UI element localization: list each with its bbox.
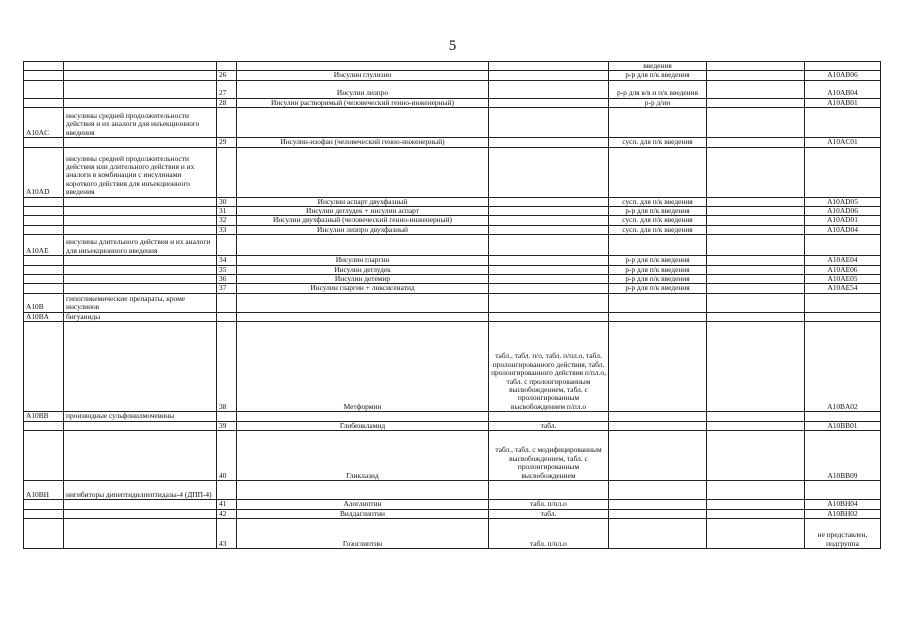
row-number-cell: 28	[217, 98, 237, 107]
atc-group-code-cell: A10BA	[24, 312, 64, 321]
atc-code-cell	[805, 481, 881, 500]
dosage-form-cell	[489, 235, 609, 256]
dosage-form-extra-cell: р-р для п/к введения	[609, 207, 707, 216]
atc-group-code-cell	[24, 500, 64, 509]
table-row	[24, 256, 881, 265]
atc-group-code-cell	[24, 216, 64, 225]
row-number-cell: 38	[217, 322, 237, 412]
row-number-cell	[217, 147, 237, 197]
dosage-form-cell: табл., табл. п/о, табл. п/пл.о, табл. пролонгированного действия, табл. пролонгированного действия п/пл.о, табл. с пролонгированным высвобождением, табл. с пролонгированным высвобождением п/пл.о	[489, 322, 609, 412]
group-name-cell	[64, 80, 217, 98]
atc-code-cell: A10AD01	[805, 216, 881, 225]
dosage-form-cell	[489, 207, 609, 216]
table-row	[24, 71, 881, 80]
drug-name-cell: Глибенкламид	[237, 421, 489, 430]
dosage-form-extra-cell	[609, 235, 707, 256]
atc-code-cell: A10AD05	[805, 197, 881, 206]
atc-group-code-cell: A10BH	[24, 481, 64, 500]
atc-group-code-cell	[24, 71, 64, 80]
table-row	[24, 62, 881, 71]
empty-cell	[707, 207, 805, 216]
atc-group-code-cell	[24, 284, 64, 293]
table-row	[24, 322, 881, 412]
group-name-cell: производные сульфонилмочевины	[64, 412, 217, 421]
atc-code-cell: A10BH02	[805, 509, 881, 518]
dosage-form-cell	[489, 265, 609, 274]
atc-code-cell: A10AE05	[805, 275, 881, 284]
group-name-cell	[64, 322, 217, 412]
drug-name-cell	[237, 293, 489, 312]
dosage-form-extra-cell: сусп. для п/к введения	[609, 216, 707, 225]
dosage-form-extra-cell	[609, 147, 707, 197]
atc-group-code-cell	[24, 207, 64, 216]
atc-code-cell: A10BB01	[805, 421, 881, 430]
group-name-cell	[64, 284, 217, 293]
drug-name-cell: Инсулин деглудек	[237, 265, 489, 274]
table-row	[24, 481, 881, 500]
drug-name-cell: Инсулин гларгин	[237, 256, 489, 265]
drug-name-cell	[237, 481, 489, 500]
dosage-form-cell	[489, 108, 609, 138]
table-row	[24, 284, 881, 293]
table-row	[24, 235, 881, 256]
table-row	[24, 138, 881, 147]
row-number-cell	[217, 293, 237, 312]
empty-cell	[707, 62, 805, 71]
drug-name-cell: Инсулин лизпро	[237, 80, 489, 98]
dosage-form-extra-cell	[609, 500, 707, 509]
dosage-form-extra-cell: р-р для п/к введения	[609, 71, 707, 80]
group-name-cell	[64, 62, 217, 71]
table-row	[24, 431, 881, 481]
atc-group-code-cell	[24, 98, 64, 107]
dosage-form-cell	[489, 256, 609, 265]
empty-cell	[707, 293, 805, 312]
atc-code-cell: A10BH04	[805, 500, 881, 509]
dosage-form-extra-cell	[609, 481, 707, 500]
atc-code-cell: A10AC01	[805, 138, 881, 147]
table-row	[24, 108, 881, 138]
group-name-cell	[64, 216, 217, 225]
drug-table	[23, 61, 881, 549]
drug-name-cell: Гликлазид	[237, 431, 489, 481]
table-row	[24, 500, 881, 509]
table-row	[24, 518, 881, 548]
atc-group-code-cell	[24, 421, 64, 430]
table-row	[24, 293, 881, 312]
dosage-form-cell	[489, 412, 609, 421]
row-number-cell: 35	[217, 265, 237, 274]
table-row	[24, 421, 881, 430]
group-name-cell	[64, 265, 217, 274]
dosage-form-cell	[489, 284, 609, 293]
table-row	[24, 225, 881, 234]
drug-name-cell	[237, 412, 489, 421]
atc-group-code-cell	[24, 322, 64, 412]
empty-cell	[707, 138, 805, 147]
table-row	[24, 207, 881, 216]
dosage-form-cell	[489, 197, 609, 206]
group-name-cell	[64, 431, 217, 481]
atc-group-code-cell	[24, 80, 64, 98]
table-row	[24, 197, 881, 206]
group-name-cell: инсулины средней продолжительности действия и их аналоги для инъекционного введения	[64, 108, 217, 138]
dosage-form-cell: табл., табл. с модифицированным высвобождением, табл. с пролонгированным высвобождением	[489, 431, 609, 481]
empty-cell	[707, 275, 805, 284]
empty-cell	[707, 412, 805, 421]
atc-group-code-cell	[24, 225, 64, 234]
empty-cell	[707, 225, 805, 234]
drug-name-cell: Вилдаглиптин	[237, 509, 489, 518]
dosage-form-cell	[489, 80, 609, 98]
row-number-cell: 34	[217, 256, 237, 265]
drug-name-cell: Инсулин гларгин + ликсисенатид	[237, 284, 489, 293]
group-name-cell: бигуаниды	[64, 312, 217, 321]
atc-group-code-cell: A10BB	[24, 412, 64, 421]
table-row	[24, 509, 881, 518]
empty-cell	[707, 322, 805, 412]
dosage-form-extra-cell: сусп. для п/к введения	[609, 197, 707, 206]
atc-group-code-cell	[24, 256, 64, 265]
empty-cell	[707, 500, 805, 509]
drug-name-cell	[237, 108, 489, 138]
drug-name-cell: Инсулин детемир	[237, 275, 489, 284]
empty-cell	[707, 256, 805, 265]
atc-code-cell: A10AE06	[805, 265, 881, 274]
drug-name-cell	[237, 235, 489, 256]
drug-name-cell	[237, 312, 489, 321]
table-row	[24, 312, 881, 321]
table-row	[24, 216, 881, 225]
empty-cell	[707, 216, 805, 225]
atc-group-code-cell	[24, 431, 64, 481]
atc-code-cell: A10AB06	[805, 71, 881, 80]
atc-code-cell: A10AB04	[805, 80, 881, 98]
atc-code-cell	[805, 108, 881, 138]
empty-cell	[707, 98, 805, 107]
dosage-form-cell	[489, 98, 609, 107]
row-number-cell: 27	[217, 80, 237, 98]
drug-name-cell: Инсулин-изофан (человеческий генно-инженерный)	[237, 138, 489, 147]
empty-cell	[707, 481, 805, 500]
group-name-cell	[64, 71, 217, 80]
dosage-form-cell	[489, 216, 609, 225]
empty-cell	[707, 509, 805, 518]
page-number: 5	[448, 38, 457, 54]
atc-group-code-cell	[24, 62, 64, 71]
dosage-form-cell: табл. п/пл.о	[489, 518, 609, 548]
atc-code-cell: не представлен, подгруппа	[805, 518, 881, 548]
row-number-cell: 30	[217, 197, 237, 206]
drug-name-cell: Инсулин аспарт двухфазный	[237, 197, 489, 206]
dosage-form-extra-cell	[609, 322, 707, 412]
table-row	[24, 147, 881, 197]
empty-cell	[707, 80, 805, 98]
dosage-form-extra-cell	[609, 431, 707, 481]
row-number-cell: 42	[217, 509, 237, 518]
group-name-cell	[64, 275, 217, 284]
dosage-form-extra-cell: р-р для п/к введения	[609, 275, 707, 284]
atc-group-code-cell	[24, 509, 64, 518]
row-number-cell: 39	[217, 421, 237, 430]
atc-code-cell	[805, 147, 881, 197]
dosage-form-extra-cell	[609, 108, 707, 138]
dosage-form-cell	[489, 293, 609, 312]
dosage-form-extra-cell	[609, 518, 707, 548]
dosage-form-extra-cell	[609, 312, 707, 321]
table-row	[24, 98, 881, 107]
empty-cell	[707, 147, 805, 197]
atc-code-cell	[805, 62, 881, 71]
atc-group-code-cell: A10B	[24, 293, 64, 312]
row-number-cell: 31	[217, 207, 237, 216]
dosage-form-extra-cell: р-р для в/в и п/к введения	[609, 80, 707, 98]
dosage-form-extra-cell: р-р для п/к введения	[609, 265, 707, 274]
empty-cell	[707, 421, 805, 430]
table-row	[24, 412, 881, 421]
atc-group-code-cell: A10AE	[24, 235, 64, 256]
row-number-cell	[217, 312, 237, 321]
row-number-cell: 43	[217, 518, 237, 548]
dosage-form-cell	[489, 225, 609, 234]
empty-cell	[707, 108, 805, 138]
dosage-form-extra-cell	[609, 293, 707, 312]
empty-cell	[707, 71, 805, 80]
atc-group-code-cell	[24, 197, 64, 206]
dosage-form-extra-cell: сусп. для п/к введения	[609, 225, 707, 234]
row-number-cell: 26	[217, 71, 237, 80]
atc-code-cell	[805, 412, 881, 421]
atc-group-code-cell	[24, 518, 64, 548]
empty-cell	[707, 431, 805, 481]
drug-name-cell	[237, 62, 489, 71]
row-number-cell	[217, 481, 237, 500]
dosage-form-cell: табл. п/пл.о	[489, 500, 609, 509]
row-number-cell: 41	[217, 500, 237, 509]
empty-cell	[707, 235, 805, 256]
group-name-cell	[64, 98, 217, 107]
atc-group-code-cell: A10AC	[24, 108, 64, 138]
table-row	[24, 80, 881, 98]
atc-code-cell: A10AE04	[805, 256, 881, 265]
dosage-form-extra-cell: р-р для п/к введения	[609, 284, 707, 293]
row-number-cell: 32	[217, 216, 237, 225]
drug-name-cell: Метформин	[237, 322, 489, 412]
atc-code-cell: A10AE54	[805, 284, 881, 293]
group-name-cell	[64, 518, 217, 548]
row-number-cell	[217, 62, 237, 71]
dosage-form-extra-cell: р-р д/ин	[609, 98, 707, 107]
atc-code-cell	[805, 235, 881, 256]
empty-cell	[707, 265, 805, 274]
empty-cell	[707, 518, 805, 548]
dosage-form-cell	[489, 147, 609, 197]
dosage-form-extra-cell	[609, 412, 707, 421]
group-name-cell	[64, 207, 217, 216]
dosage-form-extra-cell: р-р для п/к введения	[609, 256, 707, 265]
row-number-cell: 40	[217, 431, 237, 481]
group-name-cell	[64, 138, 217, 147]
table-row	[24, 265, 881, 274]
dosage-form-extra-cell: введения	[609, 62, 707, 71]
empty-cell	[707, 197, 805, 206]
drug-name-cell	[237, 147, 489, 197]
row-number-cell: 37	[217, 284, 237, 293]
atc-code-cell: A10AB01	[805, 98, 881, 107]
row-number-cell: 33	[217, 225, 237, 234]
empty-cell	[707, 312, 805, 321]
row-number-cell	[217, 108, 237, 138]
dosage-form-cell	[489, 71, 609, 80]
dosage-form-cell	[489, 312, 609, 321]
row-number-cell: 36	[217, 275, 237, 284]
atc-code-cell: A10AD06	[805, 207, 881, 216]
row-number-cell	[217, 412, 237, 421]
atc-code-cell: A10BA02	[805, 322, 881, 412]
dosage-form-cell	[489, 138, 609, 147]
table-body	[24, 62, 881, 549]
group-name-cell: инсулины средней продолжительности действия или длительного действия и их аналоги в комбинации с инсулинами короткого действия для инъекционного введения	[64, 147, 217, 197]
atc-group-code-cell	[24, 275, 64, 284]
empty-cell	[707, 284, 805, 293]
group-name-cell: инсулины длительного действия и их аналоги для инъекционного введения	[64, 235, 217, 256]
dosage-form-cell: табл.	[489, 421, 609, 430]
row-number-cell: 29	[217, 138, 237, 147]
drug-name-cell: Гозоглиптин	[237, 518, 489, 548]
dosage-form-cell	[489, 62, 609, 71]
atc-code-cell: A10AD04	[805, 225, 881, 234]
group-name-cell	[64, 197, 217, 206]
group-name-cell: ингибиторы дипептидилпептидазы-4 (ДПП-4)	[64, 481, 217, 500]
group-name-cell	[64, 225, 217, 234]
atc-code-cell	[805, 312, 881, 321]
drug-name-cell: Алоглиптин	[237, 500, 489, 509]
dosage-form-extra-cell: сусп. для п/к введения	[609, 138, 707, 147]
drug-name-cell: Инсулин глулизин	[237, 71, 489, 80]
group-name-cell	[64, 509, 217, 518]
group-name-cell	[64, 500, 217, 509]
dosage-form-cell: табл.	[489, 509, 609, 518]
dosage-form-extra-cell	[609, 421, 707, 430]
atc-group-code-cell: A10AD	[24, 147, 64, 197]
dosage-form-extra-cell	[609, 509, 707, 518]
atc-code-cell: A10BB09	[805, 431, 881, 481]
drug-name-cell: Инсулин двухфазный (человеческий генно-инженерный)	[237, 216, 489, 225]
atc-group-code-cell	[24, 138, 64, 147]
dosage-form-cell	[489, 481, 609, 500]
table-row	[24, 275, 881, 284]
drug-name-cell: Инсулин лизпро двухфазный	[237, 225, 489, 234]
drug-name-cell: Инсулин растворимый (человеческий генно-инженерный)	[237, 98, 489, 107]
atc-group-code-cell	[24, 265, 64, 274]
row-number-cell	[217, 235, 237, 256]
drug-name-cell: Инсулин деглудек + инсулин аспарт	[237, 207, 489, 216]
atc-code-cell	[805, 293, 881, 312]
group-name-cell: гипогликемические препараты, кроме инсулинов	[64, 293, 217, 312]
group-name-cell	[64, 421, 217, 430]
group-name-cell	[64, 256, 217, 265]
dosage-form-cell	[489, 275, 609, 284]
